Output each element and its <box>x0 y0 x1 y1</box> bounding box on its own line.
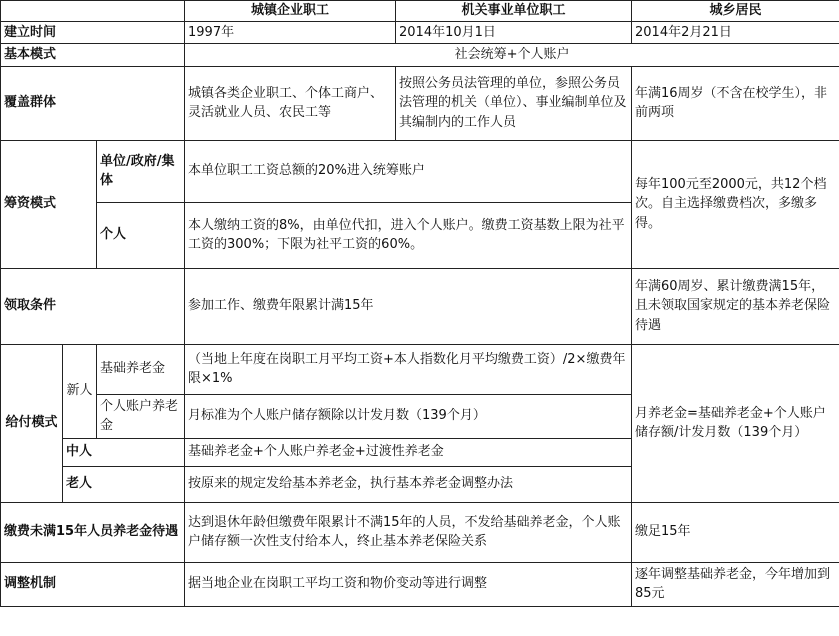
coverage-institution: 按照公务员法管理的单位，参照公务员法管理的机关（单位）、事业编制单位及其编制内的工作人员 <box>396 66 632 140</box>
established-institution: 2014年10月1日 <box>396 21 632 44</box>
header-resident: 城乡居民 <box>632 1 839 22</box>
payment-resident-value: 月养老金=基础养老金+个人账户储存额/计发月数（139个月） <box>632 344 839 502</box>
payment-new-label: 新人 <box>63 344 97 438</box>
row-conditions <box>1 268 839 344</box>
row-coverage <box>1 66 839 140</box>
funding-unit-label: 单位/政府/集体 <box>97 140 185 202</box>
funding-personal-value: 本人缴纳工资的8%，由单位代扣，进入个人账户。缴费工资基数上限为社平工资的300%；下限为社平工资的60%。 <box>185 202 632 268</box>
coverage-enterprise: 城镇各类企业职工、个体工商户、灵活就业人员、农民工等 <box>185 66 396 140</box>
payment-old-label: 老人 <box>63 466 185 502</box>
conditions-label: 领取条件 <box>1 268 185 344</box>
funding-label: 筹资模式 <box>1 140 97 268</box>
row-established <box>1 21 839 44</box>
payment-basic-value: （当地上年度在岗职工月平均工资+本人指数化月平均缴费工资）/2×缴费年限×1% <box>185 344 632 394</box>
row-adjust <box>1 562 839 606</box>
payment-account-label: 个人账户养老金 <box>97 394 185 438</box>
basic-mode-value: 社会统筹+个人账户 <box>185 44 839 67</box>
established-label: 建立时间 <box>1 21 185 44</box>
adjust-label: 调整机制 <box>1 562 185 606</box>
payment-old-value: 按原来的规定发给基本养老金，执行基本养老金调整办法 <box>185 466 632 502</box>
header-enterprise: 城镇企业职工 <box>185 1 396 22</box>
adjust-employee-value: 据当地企业在岗职工平均工资和物价变动等进行调整 <box>185 562 632 606</box>
funding-personal-label: 个人 <box>97 202 185 268</box>
header-blank <box>1 1 185 22</box>
row-under15 <box>1 502 839 562</box>
conditions-resident-value: 年满60周岁、累计缴费满15年，且未领取国家规定的基本养老保险待遇 <box>632 268 839 344</box>
header-row <box>1 1 839 22</box>
funding-unit-value: 本单位职工工资总额的20%进入统筹账户 <box>185 140 632 202</box>
under15-label: 缴费未满15年人员养老金待遇 <box>1 502 185 562</box>
under15-resident-value: 缴足15年 <box>632 502 839 562</box>
conditions-employee-value: 参加工作、缴费年限累计满15年 <box>185 268 632 344</box>
row-basic-mode <box>1 44 839 67</box>
under15-employee-value: 达到退休年龄但缴费年限累计不满15年的人员，不发给基础养老金，个人账户储存额一次性支付给本人，终止基本养老保险关系 <box>185 502 632 562</box>
payment-middle-label: 中人 <box>63 438 185 466</box>
row-funding-unit <box>1 140 839 202</box>
funding-resident-value: 每年100元至2000元，共12个档次。自主选择缴费档次，多缴多得。 <box>632 140 839 268</box>
row-payment-basic <box>1 344 839 394</box>
established-resident: 2014年2月21日 <box>632 21 839 44</box>
coverage-resident: 年满16周岁（不含在校学生），非前两项 <box>632 66 839 140</box>
payment-label: 给付模式 <box>1 344 63 502</box>
header-institution: 机关事业单位职工 <box>396 1 632 22</box>
established-enterprise: 1997年 <box>185 21 396 44</box>
payment-basic-label: 基础养老金 <box>97 344 185 394</box>
coverage-label: 覆盖群体 <box>1 66 185 140</box>
payment-account-value: 月标准为个人账户储存额除以计发月数（139个月） <box>185 394 632 438</box>
basic-mode-label: 基本模式 <box>1 44 185 67</box>
adjust-resident-value: 逐年调整基础养老金，今年增加到85元 <box>632 562 839 606</box>
payment-middle-value: 基础养老金+个人账户养老金+过渡性养老金 <box>185 438 632 466</box>
